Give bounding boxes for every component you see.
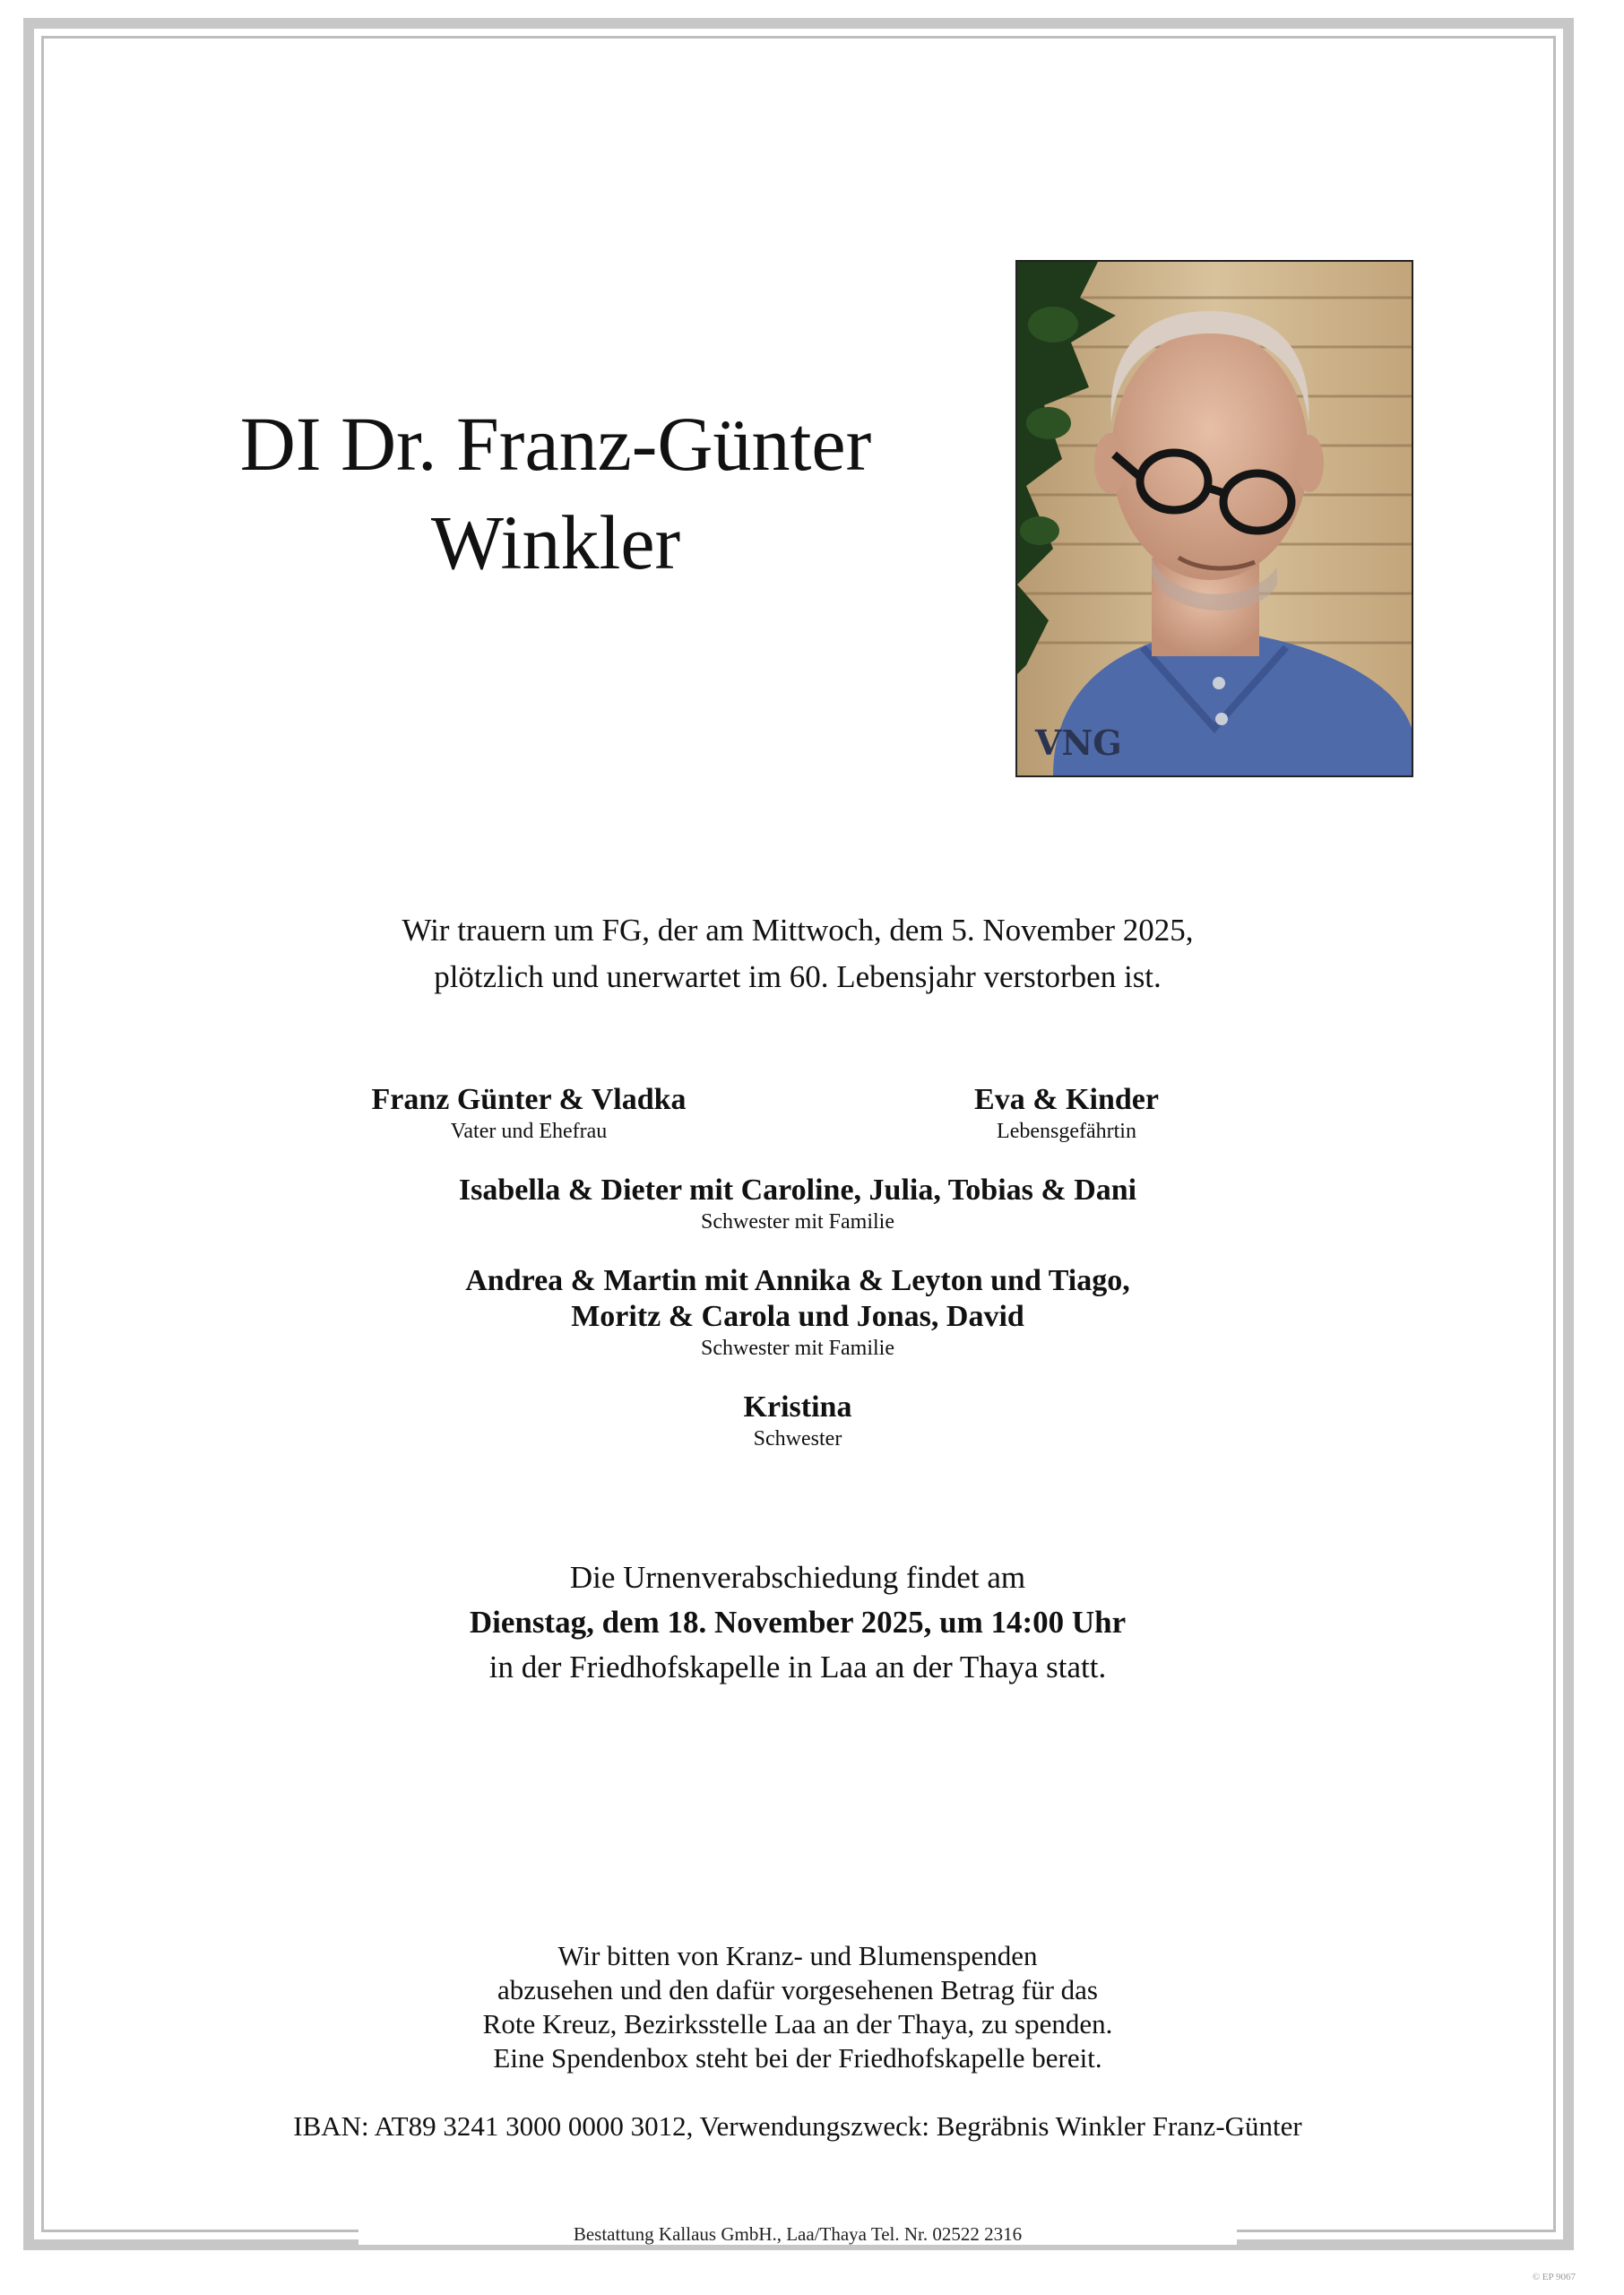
mourner-relation: Schwester mit Familie xyxy=(701,1210,894,1234)
funeral-home-footer: Bestattung Kallaus GmbH., Laa/Thaya Tel. Nr. 02522 2316 xyxy=(358,2223,1237,2245)
funeral-service-info xyxy=(269,1555,1326,1690)
service-intro: Die Urnenverabschiedung findet am xyxy=(569,1560,1026,1595)
print-code: © EP 9067 xyxy=(1532,2272,1576,2282)
shirt-print: VNG xyxy=(1035,723,1122,763)
deceased-name xyxy=(161,394,950,592)
mourner-sister-isabella xyxy=(358,1173,1237,1235)
mourner-sister-andrea xyxy=(358,1263,1237,1362)
portrait-illustration xyxy=(1017,262,1412,775)
mourner-relation: Schwester mit Familie xyxy=(701,1337,894,1360)
announcement-line2: plötzlich und unerwartet im 60. Lebensjahr verstorben ist. xyxy=(434,959,1162,994)
death-announcement xyxy=(269,907,1326,1000)
donation-line: abzusehen und den dafür vorgesehenen Betrag für das xyxy=(497,1974,1098,2005)
mourner-sister-kristina xyxy=(618,1390,977,1452)
iban-info: IBAN: AT89 3241 3000 0000 3012, Verwendungszweck: Begräbnis Winkler Franz-Günter xyxy=(293,2110,1302,2142)
mourner-relation: Vater und Ehefrau xyxy=(450,1120,608,1143)
mourner-relation: Lebensgefährtin xyxy=(997,1120,1136,1143)
mourner-name: Eva & Kinder xyxy=(974,1083,1159,1116)
announcement-line1: Wir trauern um FG, der am Mittwoch, dem 5. November 2025, xyxy=(402,913,1194,948)
mourner-name: Franz Günter & Vladka xyxy=(371,1083,687,1116)
service-date-time: Dienstag, dem 18. November 2025, um 14:00 Uhr xyxy=(469,1605,1127,1640)
donation-line: Rote Kreuz, Bezirksstelle Laa an der Thaya, zu spenden. xyxy=(482,2008,1113,2040)
deceased-name-line1: DI Dr. Franz-Günter xyxy=(239,401,872,487)
donation-request xyxy=(269,1939,1326,2075)
mourner-name: Kristina xyxy=(743,1390,852,1424)
mourner-partner xyxy=(896,1082,1237,1145)
deceased-name-line2: Winkler xyxy=(430,499,681,585)
face-shape xyxy=(1111,329,1309,580)
donation-line: Eine Spendenbox steht bei der Friedhofskapelle bereit. xyxy=(493,2042,1102,2074)
service-location: in der Friedhofskapelle in Laa an der Thaya statt. xyxy=(488,1650,1107,1684)
mourner-relation: Schwester xyxy=(753,1427,842,1451)
donation-line: Wir bitten von Kranz- und Blumenspenden xyxy=(557,1940,1038,1971)
mourner-name: Isabella & Dieter mit Caroline, Julia, Tobias & Dani xyxy=(458,1173,1137,1207)
mourner-name-line1: Andrea & Martin mit Annika & Leyton und Tiago, xyxy=(465,1264,1130,1297)
portrait-photo xyxy=(1015,260,1413,777)
mourner-parents xyxy=(323,1082,735,1145)
mourner-name-line2: Moritz & Carola und Jonas, David xyxy=(571,1300,1024,1333)
